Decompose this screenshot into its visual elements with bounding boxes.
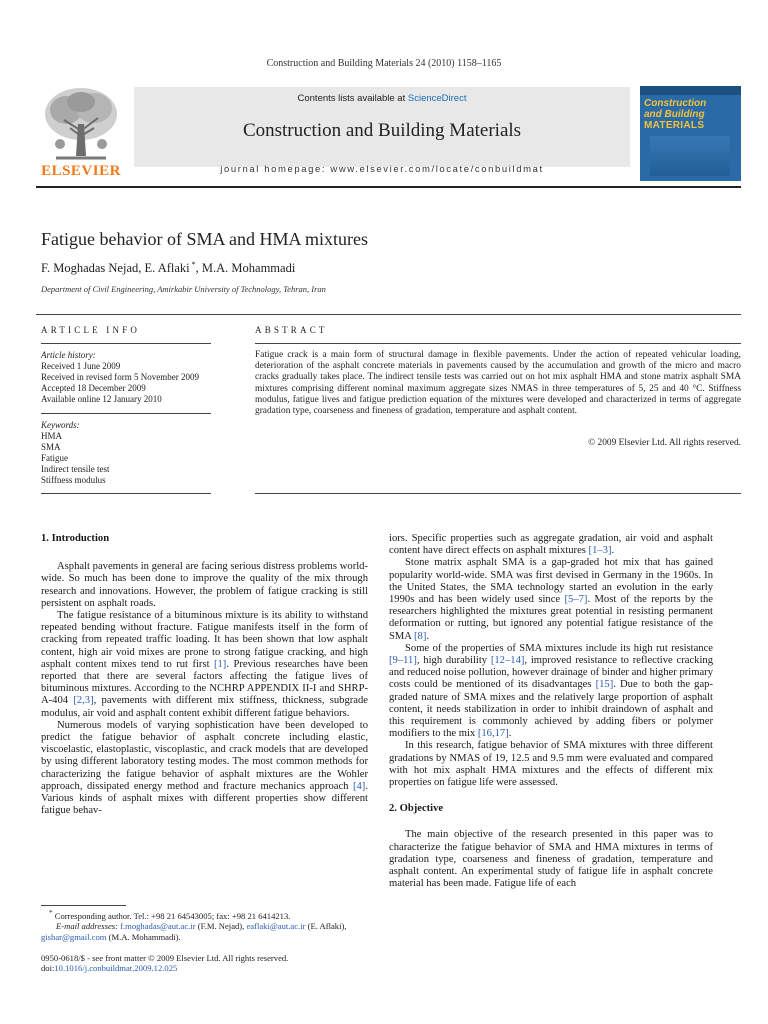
keywords <box>41 420 231 486</box>
keywords-label: Keywords: <box>41 420 80 430</box>
elsevier-wordmark: ELSEVIER <box>41 163 121 179</box>
email-owner: (M.A. Mohammadi). <box>106 932 181 943</box>
citation-link[interactable]: [9–11] <box>389 655 417 667</box>
authors-names-1: F. Moghadas Nejad, E. Aflaki <box>41 261 190 276</box>
intro-paragraph-2 <box>41 610 368 720</box>
journal-title: Construction and Building Materials <box>242 120 522 141</box>
objective-heading: 2. Objective <box>389 803 444 815</box>
text-run: . Previous researches have been reported that there are several factors affecting the fatigue lives of bituminous mixtures. According to the NCHRP APPENDIX II-I and SHRP-A-404 <box>41 658 368 707</box>
corresponding-marker[interactable]: * <box>189 260 196 269</box>
title-rule <box>36 314 741 315</box>
journal-reference: Construction and Building Materials 24 (2010) 1158–1165 <box>266 58 502 69</box>
citation-link[interactable]: [2,3] <box>73 695 94 707</box>
cover-graphic <box>650 136 730 176</box>
text-run: . Due to both the gap-graded nature of SMA mixes and the relatively large proportion of asphalt content, it needs stabilization in order to inhibit draindown of asphalt and this requirement is commonly achieved by adding fibers or polymer modifiers to the mix <box>389 679 713 740</box>
journal-cover <box>640 86 741 181</box>
footnotes <box>41 908 368 974</box>
footnote-marker: * <box>49 909 53 917</box>
text-run: , pavements with different mix stiffness, thickness, subgrade modulus, air void and asphalt content exhibit different fatigue behaviors. <box>41 695 369 719</box>
doi-link[interactable]: 10.1016/j.conbuildmat.2009.12.025 <box>54 963 178 974</box>
intro-paragraph-3 <box>41 720 368 818</box>
tree-icon <box>36 84 126 164</box>
keywords-rule <box>41 413 211 414</box>
header-rule <box>36 186 741 188</box>
history-accepted: Accepted 18 December 2009 <box>41 383 146 393</box>
text-run: Numerous models of varying sophistication have been developed to predict the fatigue behavior of asphalt concrete including elastic, viscoelastic, elastoplastic, viscoplastic, and crack models that are developed by using different laboratory testing modes. The most common methods for characterizing the fatigue behavior of asphalt mixtures are the Wohler approach, dissipated energy method and fracture mechanics approach <box>41 719 368 792</box>
keyword: Indirect tensile test <box>41 464 110 474</box>
doi-label: doi: <box>41 963 55 974</box>
article-info-heading: ARTICLE INFO <box>41 325 141 335</box>
email-note-continued <box>41 932 368 943</box>
citation-link[interactable]: [1–3] <box>588 545 612 557</box>
corresponding-author-note <box>41 908 368 921</box>
keyword: HMA <box>41 431 63 441</box>
email-note <box>41 921 368 932</box>
history-label: Article history: <box>41 350 96 360</box>
history-received: Received 1 June 2009 <box>41 361 121 371</box>
sma-paragraph <box>389 557 713 642</box>
cover-title <box>644 98 738 131</box>
text-run: , high durability <box>416 655 491 667</box>
issn-line: 0950-0618/$ - see front matter © 2009 Elsevier Ltd. All rights reserved. <box>41 952 289 963</box>
cover-line-3: MATERIALS <box>644 120 705 131</box>
info-bottom-rule <box>41 493 211 494</box>
abstract-rule <box>255 343 741 344</box>
text-run: , improved resistance to reflective cracking and reduced noise pollution, however drainage of binder and higher primary costs could be mentioned of its disadvantages <box>389 655 713 691</box>
email-owner: (F.M. Nejad), <box>195 921 247 932</box>
contents-line <box>134 93 630 104</box>
authors <box>41 260 295 276</box>
citation-link[interactable]: [15] <box>595 679 614 691</box>
continued-paragraph <box>389 533 713 557</box>
cover-line-1: Construction <box>644 98 707 109</box>
article-info-rule <box>41 343 211 344</box>
abstract-copyright: © 2009 Elsevier Ltd. All rights reserved. <box>588 438 741 448</box>
body-left-column <box>41 533 368 817</box>
cover-line-2: and Building <box>644 109 705 120</box>
history-revised: Received in revised form 5 November 2009 <box>41 372 199 382</box>
abstract-text: Fatigue crack is a main form of structural damage in flexible pavements. Under the action of repeated vehicular loading, deterioration of the asphalt concrete materials in pavements caused by the accumulation and growth of the micro and macro cracks gradually takes place. The indirect tensile tests was carried out on hot mix asphalt HMA and stone matrix asphalt SMA mixtures comprising different nominal maximum aggregate sizes NMAS in three temperatures of 5, 25 and 40 °C. Stiffness modulus, fatigue lives and fatigue prediction equation of the mixtures were developed and characterized in terms of aggregate gradation type, coarseness and fineness of gradation, temperature and asphalt content. <box>255 350 741 417</box>
text-run: iors. Specific properties such as aggregate gradation, air void and asphalt content have direct effects on asphalt mixtures <box>389 533 713 557</box>
email-owner: (E. Aflaki), <box>305 921 347 932</box>
text-run: Some of the properties of SMA mixtures include its high rut resistance <box>405 642 713 654</box>
contents-prefix: Contents lists available at <box>297 93 408 104</box>
journal-banner <box>134 87 630 180</box>
properties-paragraph <box>389 643 713 741</box>
sciencedirect-link[interactable]: ScienceDirect <box>407 93 467 104</box>
citation-link[interactable]: [12–14] <box>490 655 525 667</box>
text-run: . <box>508 728 512 740</box>
keyword: SMA <box>41 442 61 452</box>
text-run: Stone matrix asphalt SMA is a gap-graded hot mix that has gained popularity world-wide. SMA was first devised in Germany in the 1960s. In the United States, the SMA technology started an evolution in the early 1990s and has been widely used since <box>389 557 713 606</box>
doi-line <box>41 963 368 974</box>
text-run: . <box>426 630 430 642</box>
objective-paragraph: The main objective of the research presented in this paper was to characterize the fatigue behavior of SMA and HMA mixtures in terms of gradation type, coarseness and fineness of gradation, temperature and asphalt content. An experimental study of fatigue life in asphalt concrete material has been made. Fatigue life of each <box>389 829 713 890</box>
history-online: Available online 12 January 2010 <box>41 394 162 404</box>
text-run: . <box>611 545 615 557</box>
email-link[interactable]: f.moghadas@aut.ac.ir <box>120 921 196 932</box>
paper-title: Fatigue behavior of SMA and HMA mixtures <box>41 229 368 249</box>
corresponding-text: Corresponding author. Tel.: +98 21 64543005; fax: +98 21 6414213. <box>54 910 291 921</box>
text-run: . Most of the reports by the researchers highlighted the mixtures great potential in resisting permanent deformation or rutting, but ignored any potential fatigue resistance of the SMA <box>389 594 713 642</box>
email-link[interactable]: eaflaki@aut.ac.ir <box>246 921 306 932</box>
abstract-heading: ABSTRACT <box>255 325 328 335</box>
authors-names-2: , M.A. Mohammadi <box>195 261 296 276</box>
affiliation: Department of Civil Engineering, Amirkabir University of Technology, Tehran, Iran <box>41 284 326 294</box>
footnote-rule <box>41 905 126 906</box>
abstract-bottom-rule <box>255 493 741 494</box>
body-right-column <box>389 533 713 890</box>
article-history <box>41 350 231 405</box>
citation-link[interactable]: [8] <box>414 630 427 642</box>
email-label: E-mail addresses: <box>56 921 118 932</box>
text-run: The fatigue resistance of a bituminous mixture is its ability to withstand repeated bending without fracture. Fatigue manifests itself in the form of cracking from repeated traffic loading. It has been shown that low asphalt content, high air void mixes are prone to strong fatigue cracking, and high asphalt content mixes tend to rut first <box>41 610 368 670</box>
journal-homepage[interactable]: journal homepage: www.elsevier.com/locate/conbuildmat <box>220 164 544 175</box>
research-paragraph: In this research, fatigue behavior of SMA mixtures with three different gradations by NMAS of 19, 12.5 and 9.5 mm were evaluated and compared with hot mix asphalt HMA mixtures and the effects of different mix properties on fatigue life were assessed. <box>389 740 713 789</box>
cover-strip <box>640 86 741 95</box>
citation-link[interactable]: [1] <box>213 658 227 670</box>
citation-link[interactable]: [5–7] <box>564 594 588 606</box>
citation-link[interactable]: [16,17] <box>477 728 509 740</box>
email-link[interactable]: gishar@gmail.com <box>41 932 107 943</box>
citation-link[interactable]: [4] <box>352 780 366 792</box>
intro-paragraph-1: Asphalt pavements in general are facing serious distress problems world-wide. So much has been done to improve the quality of the mix through research and innovations. However, the problem of fatigue cracking is still persistent on asphalt roads. <box>41 561 368 609</box>
text-run: . Various kinds of asphalt mixes with different properties show different fatigue behav- <box>41 780 368 817</box>
introduction-heading: 1. Introduction <box>41 533 110 544</box>
keyword: Stiffness modulus <box>41 475 106 485</box>
keyword: Fatigue <box>41 453 68 463</box>
